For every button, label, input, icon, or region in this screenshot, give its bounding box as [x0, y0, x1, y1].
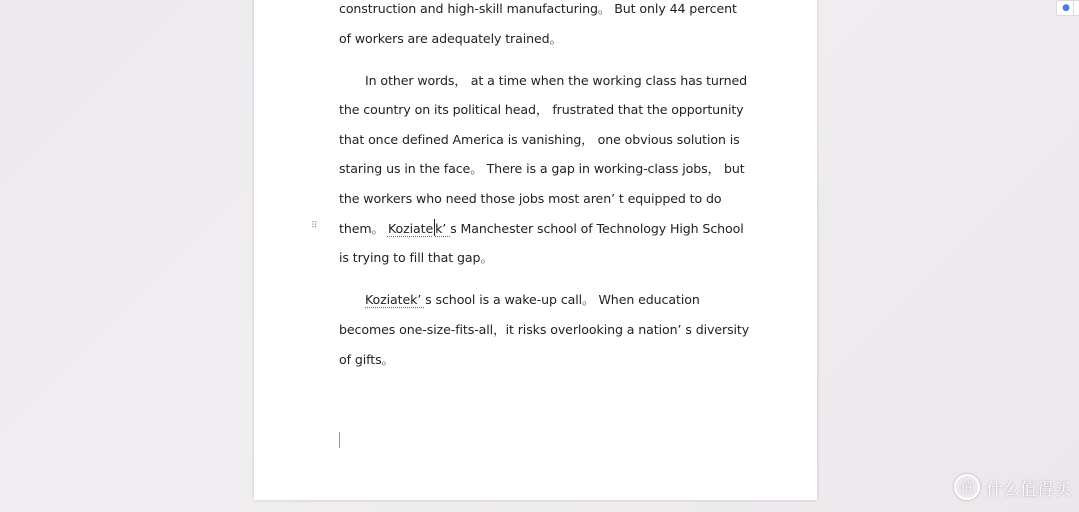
- text-line: is trying to fill that gap。: [339, 250, 493, 266]
- document-page[interactable]: [254, 0, 817, 500]
- text-line: of workers are adequately trained。: [339, 30, 563, 46]
- location-pin-icon[interactable]: ●: [1056, 0, 1076, 16]
- watermark-logo-icon: 值: [954, 474, 980, 500]
- text-line: In other words， at a time when the working class has turned: [365, 72, 748, 88]
- text-line: becomes one-size-fits-all，it risks overlooking a nation’ s diversity: [339, 321, 750, 337]
- text-line: staring us in the face。 There is a gap in working-class jobs， but: [339, 161, 745, 177]
- text-fragment: s school is a wake-up call。 When education: [425, 292, 700, 308]
- misspelled-word[interactable]: Koziatek’: [365, 292, 426, 308]
- text-fragment: them。: [339, 220, 388, 236]
- paragraph-drag-handle-icon[interactable]: ⠿: [311, 221, 317, 231]
- text-line: the country on its political head， frustrated that the opportunity: [339, 102, 744, 118]
- word-part: k’: [435, 220, 451, 236]
- misspelled-word[interactable]: [388, 221, 450, 236]
- site-watermark: [954, 474, 1071, 500]
- text-line: construction and high-skill manufacturing。 But only 44 percent: [339, 1, 737, 16]
- text-line: of gifts。: [339, 351, 395, 367]
- side-toolbar-button[interactable]: [1073, 0, 1079, 16]
- text-line: that once defined America is vanishing， one obvious solution is: [339, 131, 740, 147]
- text-line: the workers who need those jobs most aren’ t equipped to do: [339, 191, 722, 207]
- text-line: [339, 289, 739, 319]
- empty-line-cursor: [339, 432, 340, 448]
- word-part: Koziate: [387, 220, 434, 236]
- document-body[interactable]: [339, 0, 750, 378]
- text-fragment: s Manchester school of Technology High School: [450, 220, 744, 236]
- text-line-with-cursor: [339, 218, 744, 248]
- watermark-text: 什么值得买: [986, 479, 1071, 500]
